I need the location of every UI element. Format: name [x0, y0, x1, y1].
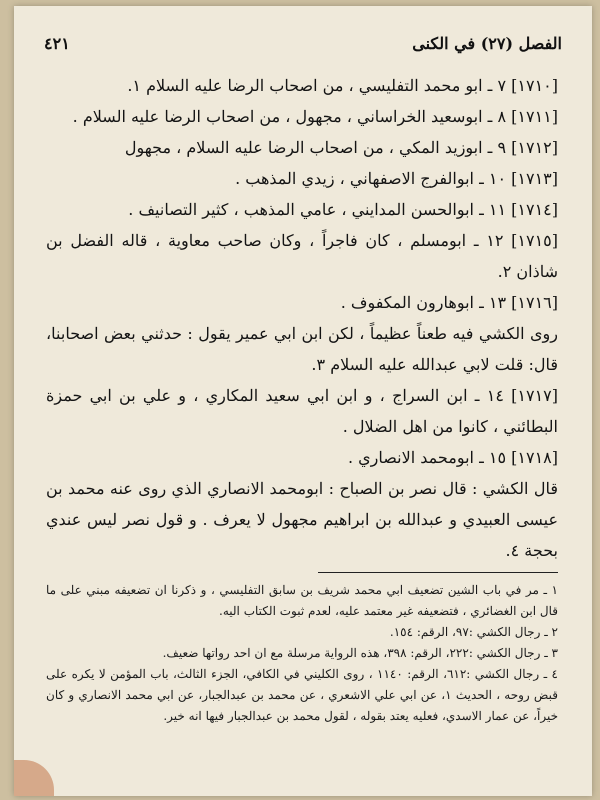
entry-1718 [46, 442, 558, 473]
entry-text: ١٥ ـ ابومحمد الانصاري . [347, 448, 507, 467]
book-page [14, 6, 592, 796]
entry-text: ١١ ـ ابوالحسن المدايني ، عامي المذهب ، كثير التصانيف . [128, 200, 507, 219]
entry-text: ١٣ ـ ابوهارون المكفوف . [340, 293, 507, 312]
narration-1718: قال الكشي : قال نصر بن الصباح : ابومحمد الانصاري الذي روى عنه محمد بن عيسى العبيدي و عبدالله بن ابراهيم مجهول لا يعرف . و قول نصر ليس عندي بحجة ٤. [46, 479, 558, 560]
footnotes [46, 580, 558, 727]
footnote-3: ٣ ـ رجال الكشي :٢٢٢، الرقم: ٣٩٨، هذه الرواية مرسلة مع ان احد رواتها ضعيف. [162, 646, 558, 660]
main-text [46, 70, 558, 566]
entry-ref: [١٧١٨] [511, 448, 558, 467]
footnote-1: ١ ـ مر في باب الشين تضعيف ابي محمد شريف بن سابق التفليسي ، و ذكرنا ان تضعيفه مبني على ما قال ابن الغضائري ، فتضعيفه غير معتمد عليه، لعدم ثبوت الكتاب اليه. [46, 583, 558, 618]
entry-1714 [46, 194, 558, 225]
footnote-4: ٤ ـ رجال الكشي :٦١٢، الرقم: ١١٤٠ ، روى الكليني في الكافي، الجزء الثالث، باب المؤمن لا يكره على قبض روحه ، الحديث ١، عن ابي علي الاشعري ، عن محمد بن عبدالجبار، عن ابي محمد الانصاري و كان خيراً، عن عمار الاسدي، فعليه يعتد بقوله ، لقول محمد بن عبدالجبار فيها انه خير. [46, 667, 558, 723]
entry-ref: [١٧١٦] [511, 293, 558, 312]
entry-ref: [١٧١٧] [511, 386, 559, 405]
entry-text: ٨ ـ ابوسعيد الخراساني ، مجهول ، من اصحاب الرضا عليه السلام . [72, 107, 507, 126]
footnote-divider [318, 572, 558, 573]
entry-1710 [46, 70, 558, 101]
entry-1711 [46, 101, 558, 132]
narration-1716: روى الكشي فيه طعناً عظيماً ، لكن ابن ابي عمير يقول : حدثني بعض اصحابنا، قال: قلت لابي عبدالله عليه السلام ٣. [46, 324, 558, 374]
entry-text: ١٢ ـ ابومسلم ، كان فاجراً ، وكان صاحب معاوية ، قاله الفضل بن شاذان ٢. [46, 231, 558, 281]
entry-text: ١٠ ـ ابوالفرج الاصفهاني ، زيدي المذهب . [235, 169, 507, 188]
entry-1717 [46, 380, 558, 442]
entry-ref: [١٧١٤] [511, 200, 558, 219]
entry-ref: [١٧١٢] [511, 138, 558, 157]
entry-1713 [46, 163, 558, 194]
running-header [44, 34, 562, 53]
entry-1715 [46, 225, 558, 287]
entry-ref: [١٧١٥] [511, 231, 558, 250]
entry-1712 [46, 132, 558, 163]
entry-ref: [١٧١١] [511, 107, 558, 126]
entry-text: ١٤ ـ ابن السراج ، و ابن ابي سعيد المكاري ، و علي بن ابي حمزة البطائني ، كانوا من اهل الضلال . [46, 386, 558, 436]
page-number: ٤٢١ [44, 34, 70, 53]
chapter-title: الفصل (٢٧) في الكنى [412, 34, 562, 53]
entry-ref: [١٧١٣] [511, 169, 558, 188]
entry-ref: [١٧١٠] [511, 76, 558, 95]
entry-1716 [46, 287, 558, 318]
entry-text: ٩ ـ ابوزيد المكي ، من اصحاب الرضا عليه السلام ، مجهول [124, 138, 507, 157]
thumb-shadow [14, 760, 54, 796]
footnote-2: ٢ ـ رجال الكشي :٩٧، الرقم: ١٥٤. [389, 625, 558, 639]
entry-text: ٧ ـ ابو محمد التفليسي ، من اصحاب الرضا عليه السلام ١. [127, 76, 507, 95]
